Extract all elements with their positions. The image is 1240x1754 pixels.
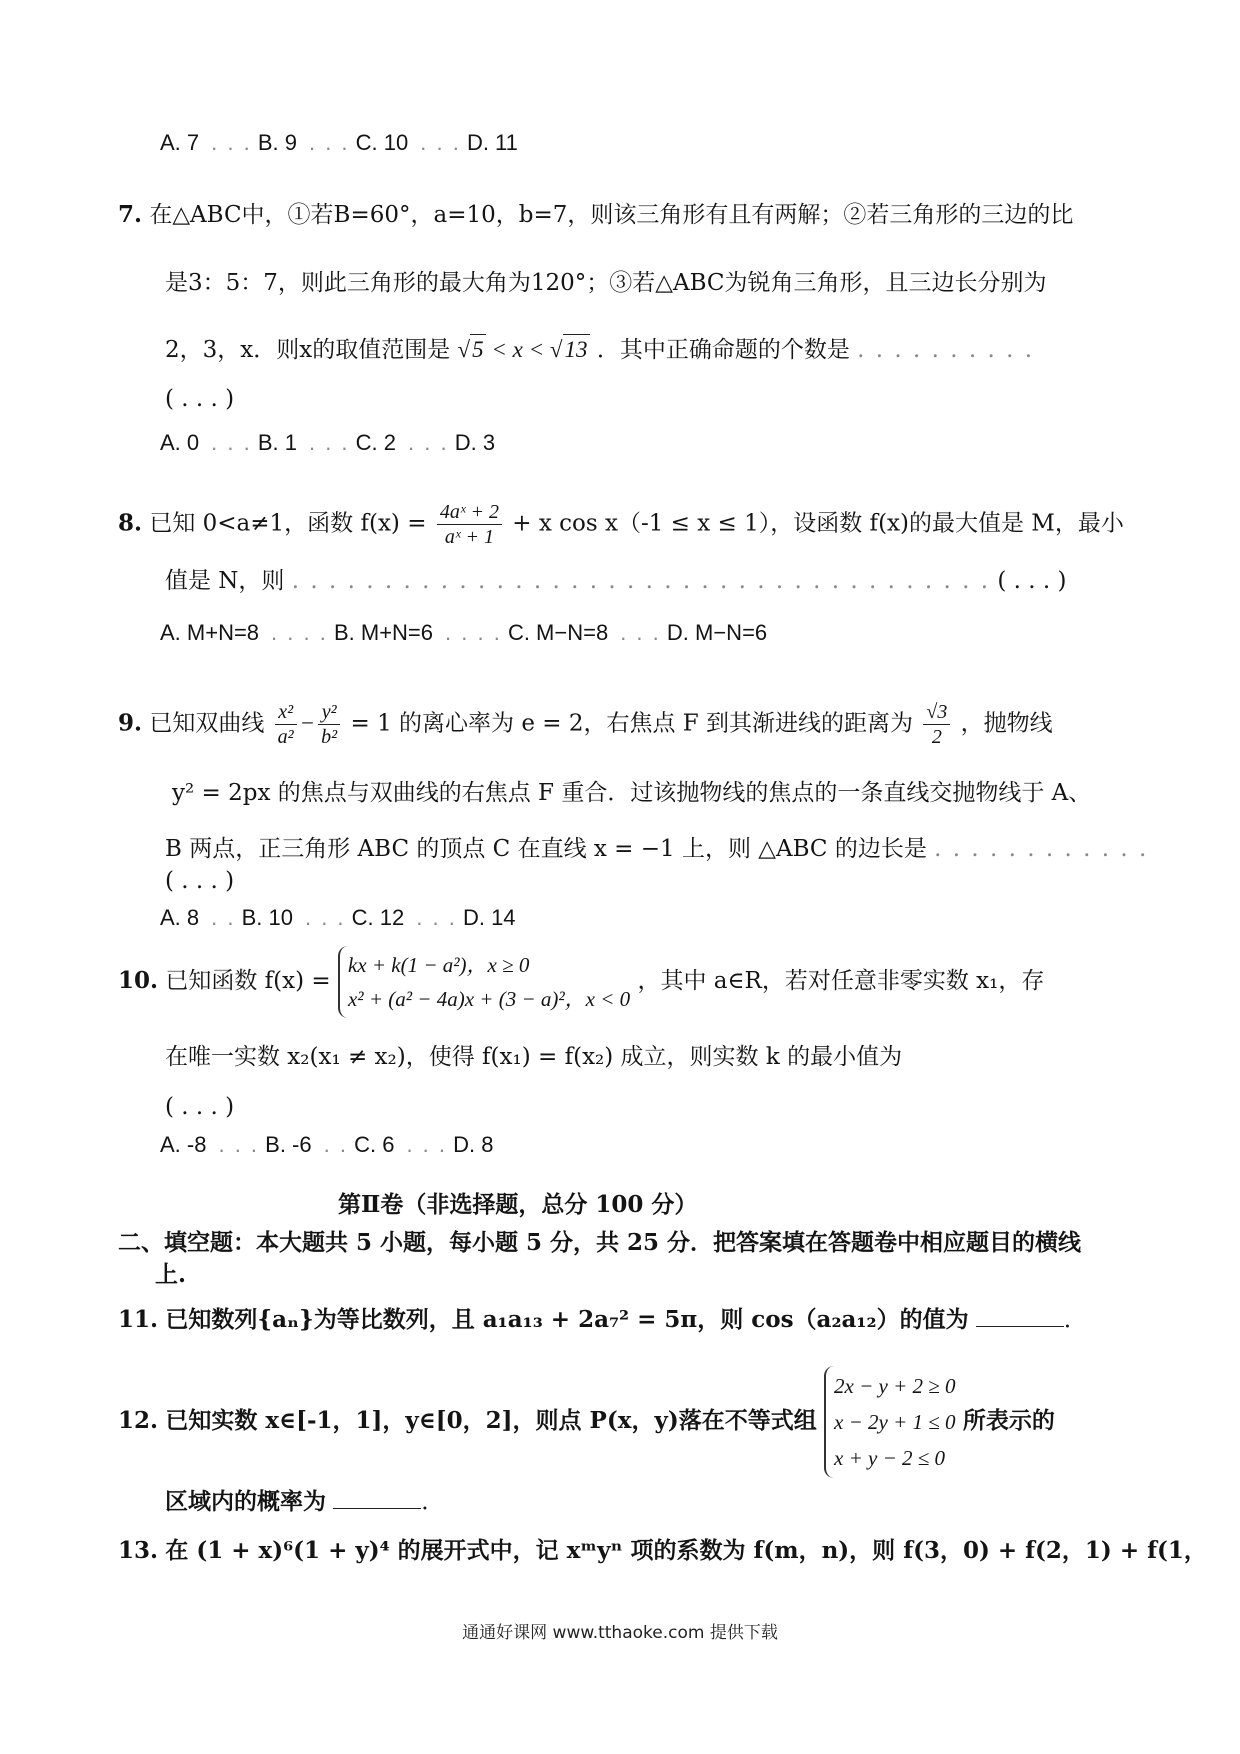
q9-text-3: B 两点，正三角形 ABC 的顶点 C 在直线 x = −1 上，则 △ABC 的边长是: [165, 836, 927, 862]
q11-line: [118, 1304, 1087, 1335]
q7-number: 7.: [118, 201, 143, 228]
q9-option-b: B. 10: [241, 905, 293, 930]
q8-suffix: + x cos x（-1 ≤ x ≤ 1），设函数 f(x)的最大值是 M，最小: [512, 510, 1124, 537]
q11-answer-blank[interactable]: [976, 1304, 1064, 1327]
q9-fy-denominator: b²: [321, 726, 338, 748]
q10-option-c: C. 6: [354, 1132, 395, 1157]
q9-text-2: y² = 2px 的焦点与双曲线的右焦点 F 重合．过该抛物线的焦点的一条直线交抛物线于 A、: [172, 780, 1092, 806]
q7-text-2: 是3：5：7，则此三角形的最大角为120°；③若△ABC为锐角三角形，且三边长分别为: [165, 270, 1047, 296]
q6-option-a: A. 7: [160, 130, 200, 155]
q7-options: A. 0 . . . B. 1 . . . C. 2 . . . D. 3: [160, 428, 507, 458]
q9-fx-denominator: a²: [277, 726, 294, 748]
q12-inequality-3: x + y − 2 ≤ 0: [834, 1446, 946, 1470]
q11-text: 已知数列{aₙ}为等比数列，且 a₁a₁₃ + 2a₇² = 5π，则 cos（a₂a₁₂）的值为: [165, 1306, 969, 1333]
q9-fraction-distance: [923, 700, 950, 749]
q12-suffix: 所表示的: [962, 1407, 1055, 1434]
q7-text-1: 在△ABC中，①若B=60°，a=10，b=7，则该三角形有且有两解；②若三角形的三边的比: [149, 202, 1074, 228]
q10-prefix: 已知函数 f(x) =: [165, 968, 331, 994]
q7-paren: ( . . . ): [165, 386, 235, 412]
q7-option-a: A. 0: [160, 430, 200, 455]
q7-text-3a: 2，3，x．则x的取值范围是: [165, 337, 451, 363]
q12-text-2: 区域内的概率为: [165, 1488, 326, 1515]
q11-end: ．: [1063, 1307, 1087, 1333]
q9-options: A. 8 . . B. 10 . . . C. 12 . . . D. 14: [160, 903, 528, 933]
q8-line-2: 值是 N，则 . . . . . . . . . . . . . . . . . . . . . . . . . . . . . . . . . . . . . . ( . . . ): [165, 568, 1067, 594]
q9-fd-numerator: √3: [923, 700, 950, 725]
q6-option-d: D. 11: [466, 130, 518, 155]
q9-prefix: 已知双曲线: [149, 710, 265, 737]
q8-option-c: C. M−N=8: [507, 620, 609, 645]
q9-number: 9.: [118, 709, 143, 737]
q10-option-a: A. -8: [160, 1132, 207, 1157]
q10-case-2: x² + (a² − 4a)x + (3 − a)²，x < 0: [347, 987, 631, 1011]
q10-options: A. -8 . . . B. -6 . . C. 6 . . . D. 8: [160, 1130, 506, 1160]
sqrt-5: 5: [470, 334, 486, 365]
q13-line: [118, 1536, 1207, 1566]
range-mid: < x <: [485, 337, 550, 362]
q9-minus: −: [299, 710, 316, 736]
part2-instructions-2: 上.: [155, 1261, 187, 1288]
q11-number: 11.: [118, 1306, 159, 1333]
q10-suffix: ，其中 a∈R，若对任意非零实数 x₁，存: [637, 968, 1045, 994]
q9-option-a: A. 8: [160, 905, 200, 930]
q7-option-d: D. 3: [454, 430, 496, 455]
q8-fraction-denominator: aˣ + 1: [444, 526, 494, 548]
q9-line-3: B 两点，正三角形 ABC 的顶点 C 在直线 x = −1 上，则 △ABC 的边长是 . . . . . . . . . . . .: [165, 836, 1149, 862]
q9-line-1: [118, 700, 1053, 749]
q10-text-2: 在唯一实数 x₂(x₁ ≠ x₂)，使得 f(x₁) = f(x₂) 成立，则实数 k 的最小值为: [165, 1044, 903, 1070]
q9-fd-denominator: 2: [931, 726, 942, 748]
q13-number: 13.: [118, 1537, 159, 1564]
q7-option-b: B. 1: [257, 430, 297, 455]
q8-option-a: A. M+N=8: [160, 620, 260, 645]
q7-line-3: 2，3，x．则x的取值范围是 √5 < x < √13 ．其中正确命题的个数是 . . . . . . . . . .: [165, 334, 1034, 365]
q8-option-d: D. M−N=6: [666, 620, 768, 645]
q6-option-b: B. 9: [257, 130, 297, 155]
q9-fy-numerator: y²: [318, 700, 340, 725]
q10-number: 10.: [118, 967, 159, 994]
q9-option-c: C. 12: [351, 905, 405, 930]
q12-inequality-1: 2x − y + 2 ≥ 0: [834, 1374, 956, 1398]
q7-line-1: [118, 200, 1073, 230]
part2-title: 第Ⅱ卷（非选择题，总分 100 分）: [338, 1191, 698, 1218]
q12-end: ．: [421, 1489, 445, 1515]
q6-option-c: C. 10: [355, 130, 409, 155]
q10-case-1: kx + k(1 − a²)，x ≥ 0: [347, 953, 530, 977]
q9-mid: = 1 的离心率为 e = 2，右焦点 F 到其渐进线的距离为: [350, 710, 914, 737]
q8-line-1: [118, 500, 1124, 549]
q9-option-d: D. 14: [462, 905, 516, 930]
q10-option-d: D. 8: [453, 1132, 494, 1157]
q6-options: A. 7 . . . B. 9 . . . C. 10 . . . D. 11: [160, 128, 530, 158]
sqrt-13: 13: [563, 334, 590, 365]
part2-instructions-1: 二、填空题：本大题共 5 小题，每小题 5 分，共 25 分．把答案填在答题卷中相应题目的横线: [118, 1229, 1082, 1256]
q12-inequality-system: [824, 1366, 956, 1478]
page-footer: 通通好课网 www.tthaoke.com 提供下载: [462, 1623, 778, 1643]
q9-fraction-x: [275, 700, 297, 749]
q7-line-2: [165, 268, 1047, 298]
q9-paren: ( . . . ): [165, 868, 235, 894]
q7-option-c: C. 2: [355, 430, 397, 455]
q10-paren: ( . . . ): [165, 1094, 235, 1120]
q12-line-2: [165, 1486, 444, 1517]
q9-fx-numerator: x²: [275, 700, 297, 725]
q9-line-2: [172, 778, 1091, 808]
q10-piecewise: [338, 946, 630, 1018]
q8-options: A. M+N=8 . . . . B. M+N=6 . . . . C. M−N=8 . . . D. M−N=6: [160, 618, 779, 648]
q8-option-b: B. M+N=6: [333, 620, 434, 645]
q9-suffix: ，抛物线: [960, 710, 1053, 737]
q8-prefix: 已知 0<a≠1，函数 f(x) =: [149, 510, 427, 537]
q10-line-1: [118, 946, 1044, 1018]
q7-text-3b: ．其中正确命题的个数是: [596, 337, 850, 363]
q8-fraction: [437, 500, 502, 549]
q10-line-2: [165, 1042, 902, 1072]
q8-number: 8.: [118, 509, 143, 537]
q8-fraction-numerator: 4aˣ + 2: [437, 500, 502, 525]
q8-text-2: 值是 N，则: [165, 568, 285, 594]
q12-text: 已知实数 x∈[-1，1]，y∈[0，2]，则点 P(x，y)落在不等式组: [165, 1407, 817, 1434]
q13-text: 在 (1 + x)⁶(1 + y)⁴ 的展开式中，记 xᵐyⁿ 项的系数为 f(m，n)，则 f(3，0) + f(2，1) + f(1，: [165, 1537, 1207, 1564]
q10-option-b: B. -6: [265, 1132, 312, 1157]
q12-inequality-2: x − 2y + 1 ≤ 0: [834, 1410, 956, 1434]
q9-fraction-y: [318, 700, 340, 749]
q12-line-1: [118, 1366, 1055, 1478]
q8-paren: ( . . . ): [997, 568, 1067, 594]
q7-range-expression: √5 < x < √13: [458, 337, 590, 362]
q12-answer-blank[interactable]: [333, 1486, 421, 1509]
q12-number: 12.: [118, 1407, 159, 1434]
